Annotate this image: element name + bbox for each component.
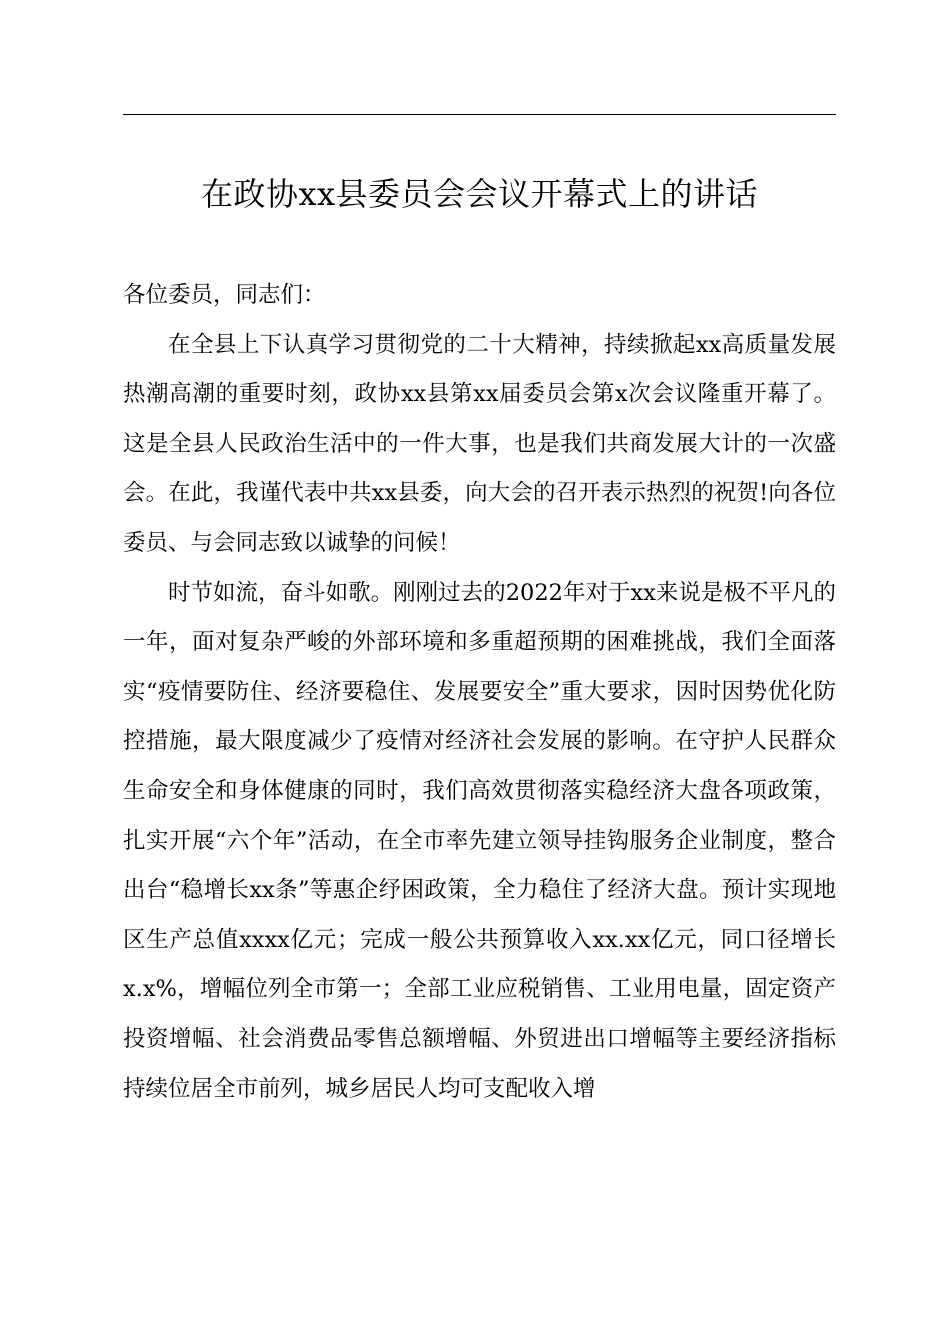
paragraph-opening: 在全县上下认真学习贯彻党的二十大精神，持续掀起xx高质量发展热潮高潮的重要时刻，政协xx县第xx届委员会第x次会议隆重开幕了。这是全县人民政治生活中的一件大事，也是我们共商发展大计的一次盛会。在此，我谨代表中共xx县委，向大会的召开表示热烈的祝贺!向各位委员、与会同志致以诚挚的问候！	[123, 331, 836, 556]
page-title: 在政协xx县委员会会议开幕式上的讲话	[200, 175, 759, 213]
paragraph-review: 时节如流，奋斗如歌。刚刚过去的2022年对于xx来说是极不平凡的一年，面对复杂严峻的外部环境和多重超预期的困难挑战，我们全面落实“疫情要防住、经济要稳住、发展要安全”重大要求，因时因势优化防控措施，最大限度减少了疫情对经济社会发展的影响。在守护人民群众生命安全和身体健康的同时，我们高效贯彻落实稳经济大盘各项政策，扎实开展“六个年”活动，在全市率先建立领导挂钩服务企业制度，整合出台“稳增长xx条”等惠企纾困政策，全力稳住了经济大盘。预计实现地区生产总值xxxx亿元；完成一般公共预算收入xx.xx亿元，同口径增长x.x%，增幅位列全市第一；全部工业应税销售、工业用电量，固定资产投资增幅、社会消费品零售总额增幅、外贸进出口增幅等主要经济指标持续位居全市前列，城乡居民人均可支配收入增	[123, 579, 836, 1102]
document-body	[123, 271, 836, 1114]
header-rule	[123, 114, 836, 115]
salutation: 各位委员，同志们：	[123, 282, 326, 308]
